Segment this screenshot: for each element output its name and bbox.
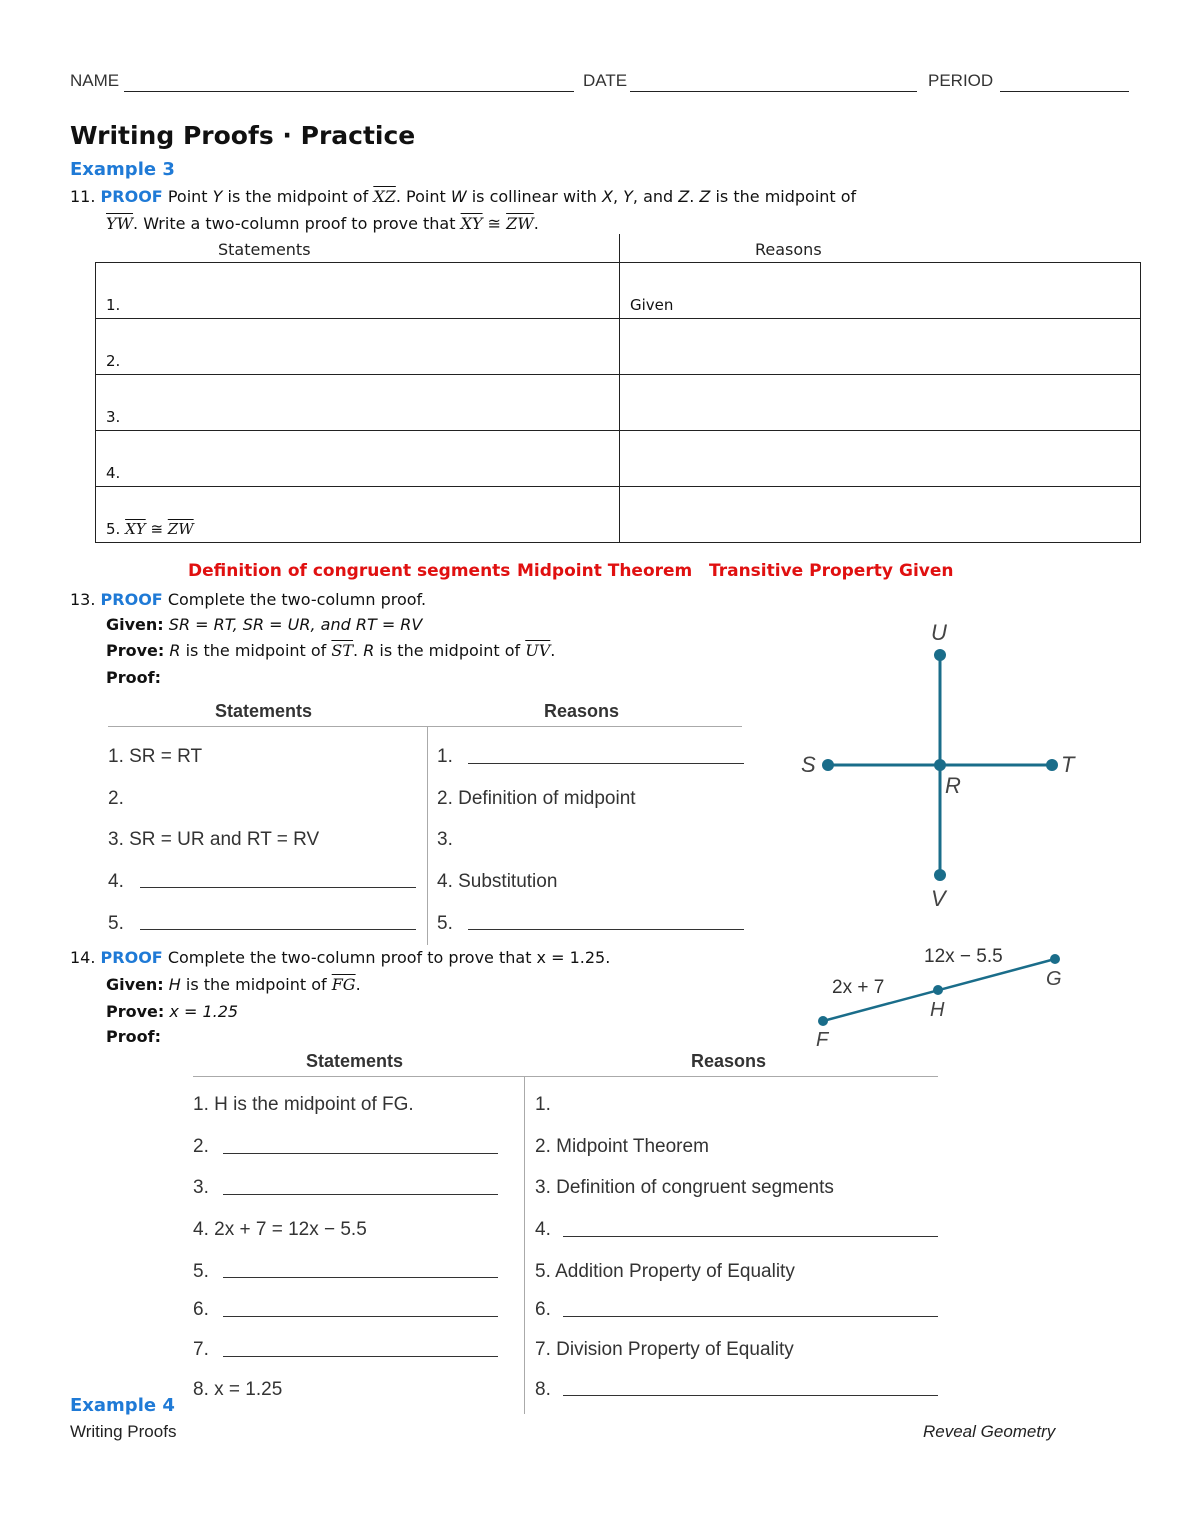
var: R [169, 641, 181, 660]
date-field[interactable] [630, 91, 917, 92]
segment-yw: $\overline{YW}$ [106, 214, 134, 233]
statement: 7. [193, 1339, 209, 1360]
statement: 1. H is the midpoint of FG. [193, 1094, 414, 1115]
label-s: S [801, 752, 816, 777]
problem-number: 13. [70, 590, 96, 609]
text: ≅ [145, 520, 168, 538]
reasons-header: Reasons [544, 701, 620, 721]
segment-label-hg: 12x − 5.5 [924, 946, 1003, 967]
statements-header: Statements [218, 240, 311, 259]
reason: 4. [535, 1219, 551, 1240]
text: is collinear with [466, 187, 602, 206]
table-row [96, 263, 1141, 319]
label-f: F [816, 1029, 829, 1051]
label-r: R [945, 773, 961, 798]
text: . [355, 975, 361, 994]
given-label: Given: [106, 615, 164, 634]
reason: 3. [437, 829, 453, 850]
statement: 2. [193, 1136, 209, 1157]
problem-11-text-line2 [106, 210, 539, 237]
var: R [363, 641, 375, 660]
proof-tag: PROOF [100, 590, 163, 609]
reason-cell[interactable] [620, 319, 1141, 375]
statement-cell[interactable]: 1. [96, 263, 620, 319]
word-bank-item: Definition of congruent segments [188, 561, 511, 581]
answer-blank[interactable] [223, 1277, 498, 1278]
name-field[interactable] [124, 91, 574, 92]
segment-zw: $\overline{ZW}$ [506, 214, 534, 233]
text: is the midpoint of [374, 641, 526, 660]
text: , and [632, 187, 679, 206]
prove-text: x = 1.25 [169, 1002, 239, 1021]
segment-uv: $\overline{UV}$ [525, 641, 551, 660]
statement-cell[interactable]: 2. [96, 319, 620, 375]
date-label: DATE [583, 71, 628, 90]
answer-blank[interactable] [223, 1356, 498, 1357]
problem-14-text [70, 944, 610, 971]
statement: 8. x = 1.25 [193, 1379, 283, 1400]
proof-tag: PROOF [100, 948, 163, 967]
var: X [602, 187, 613, 206]
reason: 1. [535, 1094, 551, 1115]
answer-blank[interactable] [468, 929, 744, 930]
answer-blank[interactable] [140, 929, 416, 930]
name-label: NAME [70, 71, 120, 90]
reasons-header: Reasons [691, 1051, 767, 1071]
answer-blank[interactable] [223, 1194, 498, 1195]
answer-blank[interactable] [223, 1316, 498, 1317]
table-row [96, 319, 1141, 375]
segment-label-fh: 2x + 7 [832, 977, 885, 998]
example-4-heading: Example 4 [70, 1395, 175, 1416]
proof-table-11 [95, 262, 1141, 543]
prove-line [106, 637, 555, 664]
reason: 1. [437, 746, 453, 767]
reason-cell[interactable] [620, 431, 1141, 487]
var: Z [699, 187, 711, 206]
text: ≅ [482, 214, 507, 233]
segment-xz: $\overline{XZ}$ [373, 187, 396, 206]
reason-cell[interactable]: Given [620, 263, 1141, 319]
statements-header: Statements [306, 1051, 404, 1071]
reason: 2. Definition of midpoint [437, 788, 636, 809]
segment-xy: $\overline{XY}$ [460, 214, 483, 233]
reason: 3. Definition of congruent segments [535, 1177, 834, 1198]
segment-xy: $\overline{XY}$ [125, 520, 146, 538]
answer-blank[interactable] [140, 887, 416, 888]
table-row [96, 375, 1141, 431]
reason: 4. Substitution [437, 871, 558, 892]
answer-blank[interactable] [563, 1236, 938, 1237]
point-t [1046, 759, 1058, 771]
column-divider [524, 1077, 525, 1414]
point-u [934, 649, 946, 661]
problem-11-text [70, 183, 856, 210]
period-label: PERIOD [928, 71, 994, 90]
reason: 6. [535, 1299, 551, 1320]
text: . [689, 187, 700, 206]
table-row [96, 431, 1141, 487]
text: . Point [395, 187, 451, 206]
answer-blank[interactable] [223, 1153, 498, 1154]
var: W [450, 187, 467, 206]
point-s [822, 759, 834, 771]
page-title: Writing Proofs · Practice [70, 121, 416, 150]
statement: 3. SR = UR and RT = RV [108, 829, 320, 850]
column-divider [619, 234, 620, 262]
reason: 5. Addition Property of Equality [535, 1261, 795, 1282]
given-line [106, 971, 361, 998]
statement: 1. SR = RT [108, 746, 203, 767]
table-row [96, 487, 1141, 543]
text: is the midpoint of [180, 975, 332, 994]
statements-header: Statements [215, 701, 313, 721]
figure-13-cross [790, 615, 1090, 915]
statement-cell[interactable] [96, 487, 620, 543]
problem-number: 14. [70, 948, 96, 967]
reasons-header: Reasons [755, 240, 822, 259]
segment-st: $\overline{ST}$ [331, 641, 354, 660]
column-divider [427, 727, 428, 945]
text: . [550, 641, 556, 660]
label-v: V [931, 886, 946, 911]
statement: 4. [108, 871, 124, 892]
text: is the midpoint of [222, 187, 374, 206]
problem-number: 11. [70, 187, 96, 206]
prove-line [106, 998, 238, 1025]
label-t: T [1061, 752, 1075, 777]
point-v [934, 869, 946, 881]
answer-blank[interactable] [563, 1316, 938, 1317]
prove-label: Prove: [106, 1002, 165, 1021]
header-rule [108, 726, 742, 727]
statement-cell[interactable]: 3. [96, 375, 620, 431]
segment-fg: $\overline{FG}$ [331, 975, 356, 994]
reason: 8. [535, 1379, 551, 1400]
var: Y [212, 187, 223, 206]
proof-label: Proof: [106, 668, 161, 687]
statement: 4. 2x + 7 = 12x − 5.5 [193, 1219, 367, 1240]
segment-zw: $\overline{ZW}$ [167, 520, 194, 538]
label-u: U [931, 620, 947, 645]
statement: 3. [193, 1177, 209, 1198]
point-r [934, 759, 946, 771]
word-bank-item: Transitive Property [709, 561, 893, 581]
point-g [1050, 954, 1060, 964]
text: is the midpoint of [710, 187, 857, 206]
text: . Write a two-column proof to prove that [133, 214, 461, 233]
point-f [818, 1016, 828, 1026]
statement: 2. [108, 788, 124, 809]
text: . [353, 641, 364, 660]
statement: 5. [193, 1261, 209, 1282]
answer-blank[interactable] [468, 763, 744, 764]
word-bank-item: Given [899, 561, 954, 581]
statement: 5. [108, 913, 124, 934]
answer-blank[interactable] [563, 1395, 938, 1396]
given-line [106, 611, 422, 638]
period-field[interactable] [1000, 91, 1129, 92]
word-bank-item: Midpoint Theorem [517, 561, 693, 581]
text: Complete the two-column proof. [167, 590, 427, 609]
proof-label: Proof: [106, 1027, 161, 1046]
reason-cell[interactable] [620, 375, 1141, 431]
label-g: G [1046, 968, 1062, 990]
prove-label: Prove: [106, 641, 165, 660]
var: Z [678, 187, 690, 206]
reason: 5. [437, 913, 453, 934]
example-3-heading: Example 3 [70, 159, 175, 180]
statement: 6. [193, 1299, 209, 1320]
given-label: Given: [106, 975, 164, 994]
given-text: SR = RT, SR = UR, and RT = RV [168, 615, 423, 634]
footer-right: Reveal Geometry [923, 1422, 1056, 1441]
var: H [168, 975, 181, 994]
footer-left: Writing Proofs [70, 1422, 177, 1441]
statement-cell[interactable]: 4. [96, 431, 620, 487]
var: Y [623, 187, 633, 206]
text: is the midpoint of [180, 641, 332, 660]
text: Point [167, 187, 213, 206]
statement-number: 5. [106, 520, 121, 538]
reason-cell[interactable] [620, 487, 1141, 543]
proof-tag: PROOF [100, 187, 163, 206]
problem-13-text [70, 586, 426, 613]
reason: 7. Division Property of Equality [535, 1339, 794, 1360]
point-h [933, 985, 943, 995]
label-h: H [930, 999, 945, 1021]
text: Complete the two-column proof to prove that x = 1.25. [167, 948, 611, 967]
reason: 2. Midpoint Theorem [535, 1136, 709, 1157]
header-rule [193, 1076, 938, 1077]
text: , [612, 187, 624, 206]
text: . [533, 214, 539, 233]
